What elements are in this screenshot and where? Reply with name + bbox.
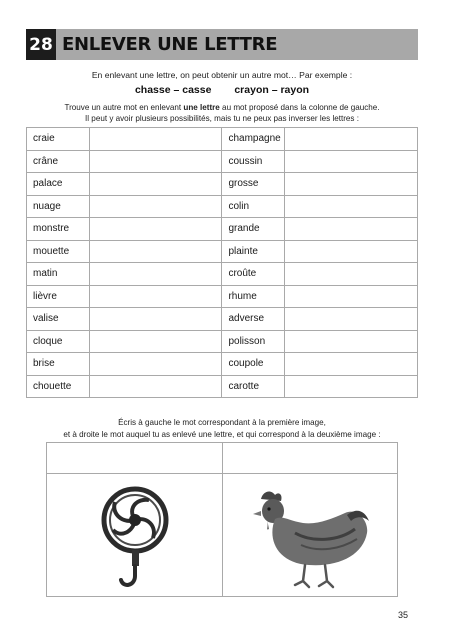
exercise-number: 28	[26, 29, 56, 60]
left-answer-field[interactable]	[47, 443, 222, 473]
example-1: chasse – casse	[134, 84, 212, 96]
hen-icon	[247, 485, 377, 591]
left-answer-cell[interactable]	[89, 218, 222, 241]
table-row	[27, 240, 418, 263]
right-answer-cell[interactable]	[285, 263, 418, 286]
right-word: grosse	[222, 173, 285, 196]
right-answer-cell[interactable]	[285, 375, 418, 398]
table-row	[27, 375, 418, 398]
left-word: matin	[27, 263, 90, 286]
right-answer-cell[interactable]	[285, 285, 418, 308]
right-answer-cell[interactable]	[285, 128, 418, 151]
right-word: colin	[222, 195, 285, 218]
page-number: 35	[398, 610, 409, 620]
left-answer-cell[interactable]	[89, 173, 222, 196]
example-2: crayon – rayon	[234, 84, 310, 96]
table-row	[27, 330, 418, 353]
right-word: coussin	[222, 150, 285, 173]
table-row	[27, 308, 418, 331]
left-answer-cell[interactable]	[89, 195, 222, 218]
left-word: monstre	[27, 218, 90, 241]
table-row	[27, 263, 418, 286]
left-answer-cell[interactable]	[89, 128, 222, 151]
right-answer-cell[interactable]	[285, 218, 418, 241]
left-answer-cell[interactable]	[89, 375, 222, 398]
right-answer-cell[interactable]	[285, 150, 418, 173]
left-word: lièvre	[27, 285, 90, 308]
table-row	[27, 285, 418, 308]
right-answer-field[interactable]	[223, 443, 397, 473]
image-instructions-line-1: Écris à gauche le mot correspondant à la première image,	[118, 418, 326, 427]
left-word: palace	[27, 173, 90, 196]
right-word: rhume	[222, 285, 285, 308]
left-answer-cell[interactable]	[89, 353, 222, 376]
examples	[26, 84, 418, 96]
intro-text: En enlevant une lettre, on peut obtenir un autre mot… Par exemple :	[91, 70, 353, 80]
column-divider	[222, 443, 223, 596]
right-word: adverse	[222, 308, 285, 331]
pulley-icon	[97, 484, 177, 592]
instructions-line-1: Trouve un autre mot en enlevant une lettre au mot proposé dans la colonne de gauche.	[64, 103, 380, 112]
right-answer-cell[interactable]	[285, 330, 418, 353]
title-bar	[26, 29, 418, 60]
left-word: valise	[27, 308, 90, 331]
right-answer-cell[interactable]	[285, 173, 418, 196]
instructions-line-2: Il peut y avoir plusieurs possibilités, mais tu ne peux pas inverser les lettres :	[85, 114, 359, 123]
left-word: brise	[27, 353, 90, 376]
left-word: nuage	[27, 195, 90, 218]
right-word: grande	[222, 218, 285, 241]
row-divider	[47, 473, 397, 474]
left-answer-cell[interactable]	[89, 240, 222, 263]
left-word: crâne	[27, 150, 90, 173]
image-instructions-line-2: et à droite le mot auquel tu as enlevé une lettre, et qui correspond à la deuxième image :	[63, 430, 381, 439]
word-table	[26, 127, 418, 398]
left-answer-cell[interactable]	[89, 330, 222, 353]
left-word: chouette	[27, 375, 90, 398]
left-answer-cell[interactable]	[89, 285, 222, 308]
table-row	[27, 195, 418, 218]
left-answer-cell[interactable]	[89, 308, 222, 331]
right-word: carotte	[222, 375, 285, 398]
left-word: mouette	[27, 240, 90, 263]
right-answer-cell[interactable]	[285, 353, 418, 376]
right-answer-cell[interactable]	[285, 195, 418, 218]
table-row	[27, 218, 418, 241]
right-word: plainte	[222, 240, 285, 263]
left-word: cloque	[27, 330, 90, 353]
right-word: croûte	[222, 263, 285, 286]
table-row	[27, 150, 418, 173]
right-word: coupole	[222, 353, 285, 376]
page-title: ENLEVER UNE LETTRE	[62, 34, 278, 55]
right-word: polisson	[222, 330, 285, 353]
table-row	[27, 353, 418, 376]
right-word: champagne	[222, 128, 285, 151]
right-answer-cell[interactable]	[285, 240, 418, 263]
left-word: craie	[27, 128, 90, 151]
table-row	[27, 128, 418, 151]
left-answer-cell[interactable]	[89, 263, 222, 286]
image-answer-table	[46, 442, 398, 597]
left-answer-cell[interactable]	[89, 150, 222, 173]
table-row	[27, 173, 418, 196]
right-answer-cell[interactable]	[285, 308, 418, 331]
